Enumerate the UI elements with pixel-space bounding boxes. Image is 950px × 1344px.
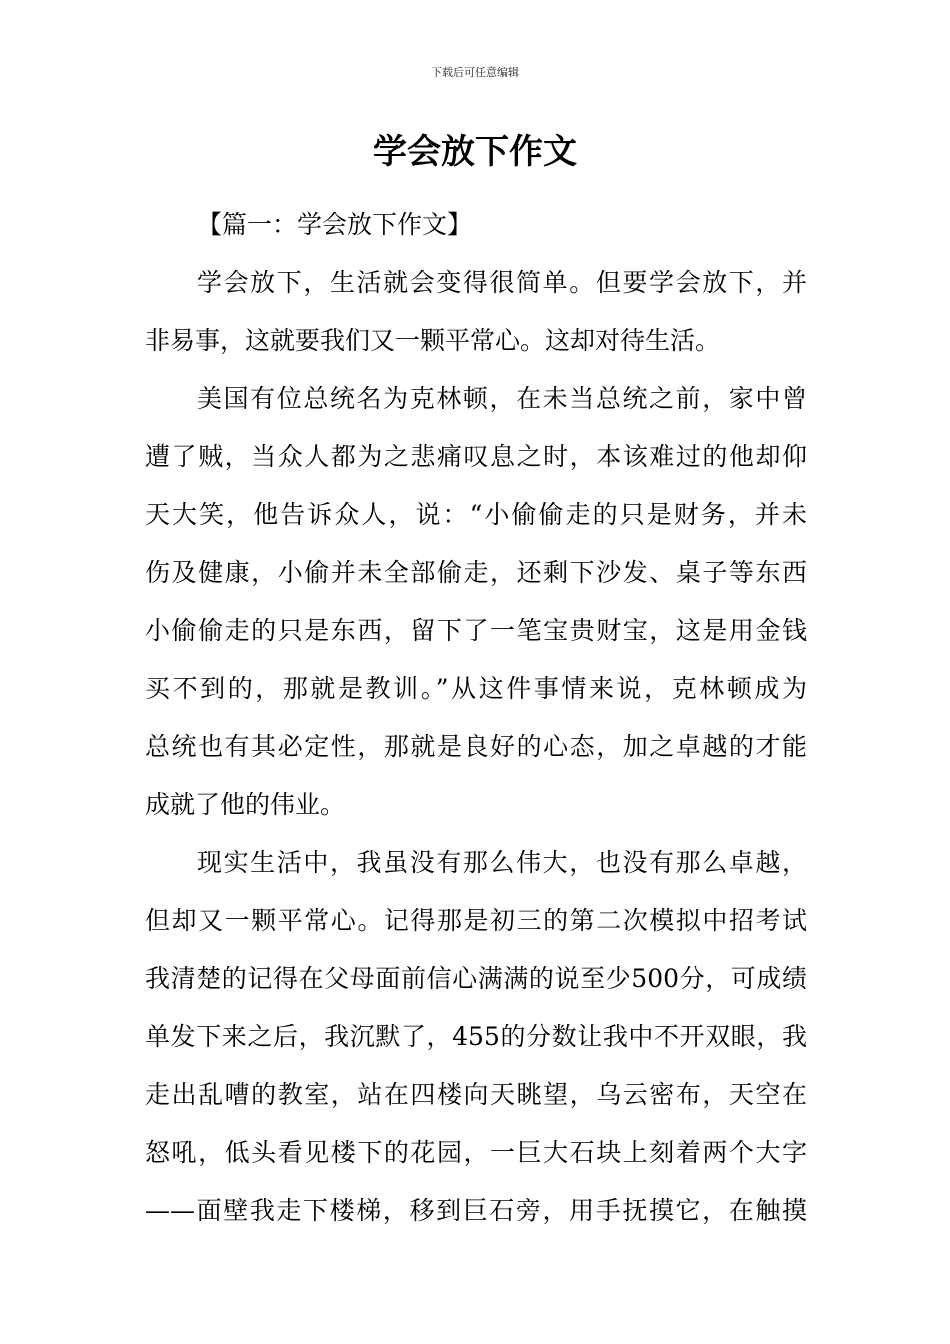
paragraph-2-line-2: 遭了贼，当众人都为之悲痛叹息之时，本该难过的他却仰 bbox=[145, 442, 807, 471]
section-heading: 【篇一：学会放下作文】 bbox=[197, 210, 473, 239]
paragraph-2-line-6: 买不到的，那就是教训。”从这件事情来说，克林顿成为 bbox=[145, 674, 807, 703]
paragraph-3-line-4: 单发下来之后，我沉默了，455的分数让我中不开双眼，我 bbox=[145, 1022, 807, 1051]
paragraph-2-line-5: 小偷偷走的只是东西，留下了一笔宝贵财宝，这是用金钱 bbox=[145, 616, 807, 645]
paragraph-2-line-1: 美国有位总统名为克林顿，在未当总统之前，家中曾 bbox=[197, 384, 807, 413]
article-body bbox=[145, 196, 807, 1240]
paragraph-3-line-6: 怒吼，低头看见楼下的花园，一巨大石块上刻着两个大字 bbox=[145, 1138, 807, 1167]
header-note: 下载后可任意编辑 bbox=[431, 66, 519, 79]
paragraph-2-line-8: 成就了他的伟业。 bbox=[145, 790, 346, 819]
paragraph-3-line-5: 走出乱嘈的教室，站在四楼向天眺望，乌云密布，天空在 bbox=[145, 1080, 807, 1109]
paragraph-3-line-1: 现实生活中，我虽没有那么伟大，也没有那么卓越， bbox=[197, 848, 807, 877]
paragraph-3-line-7: ——面壁我走下楼梯，移到巨石旁，用手抚摸它，在触摸 bbox=[145, 1196, 807, 1225]
paragraph-2-line-3: 天大笑，他告诉众人，说：“小偷偷走的只是财务，并未 bbox=[145, 500, 807, 529]
paragraph-1-line-1: 学会放下，生活就会变得很简单。但要学会放下，并 bbox=[197, 268, 807, 297]
paragraph-2-line-4: 伤及健康，小偷并未全部偷走，还剩下沙发、桌子等东西 bbox=[145, 558, 807, 587]
page-title: 学会放下作文 bbox=[373, 132, 577, 172]
paragraph-1-line-2: 非易事，这就要我们又一颗平常心。这却对待生活。 bbox=[145, 326, 721, 355]
paragraph-3-line-2: 但却又一颗平常心。记得那是初三的第二次模拟中招考试 bbox=[145, 906, 807, 935]
paragraph-3-line-3: 我清楚的记得在父母面前信心满满的说至少500分，可成绩 bbox=[145, 964, 807, 993]
paragraph-2-line-7: 总统也有其必定性，那就是良好的心态，加之卓越的才能 bbox=[145, 732, 807, 761]
